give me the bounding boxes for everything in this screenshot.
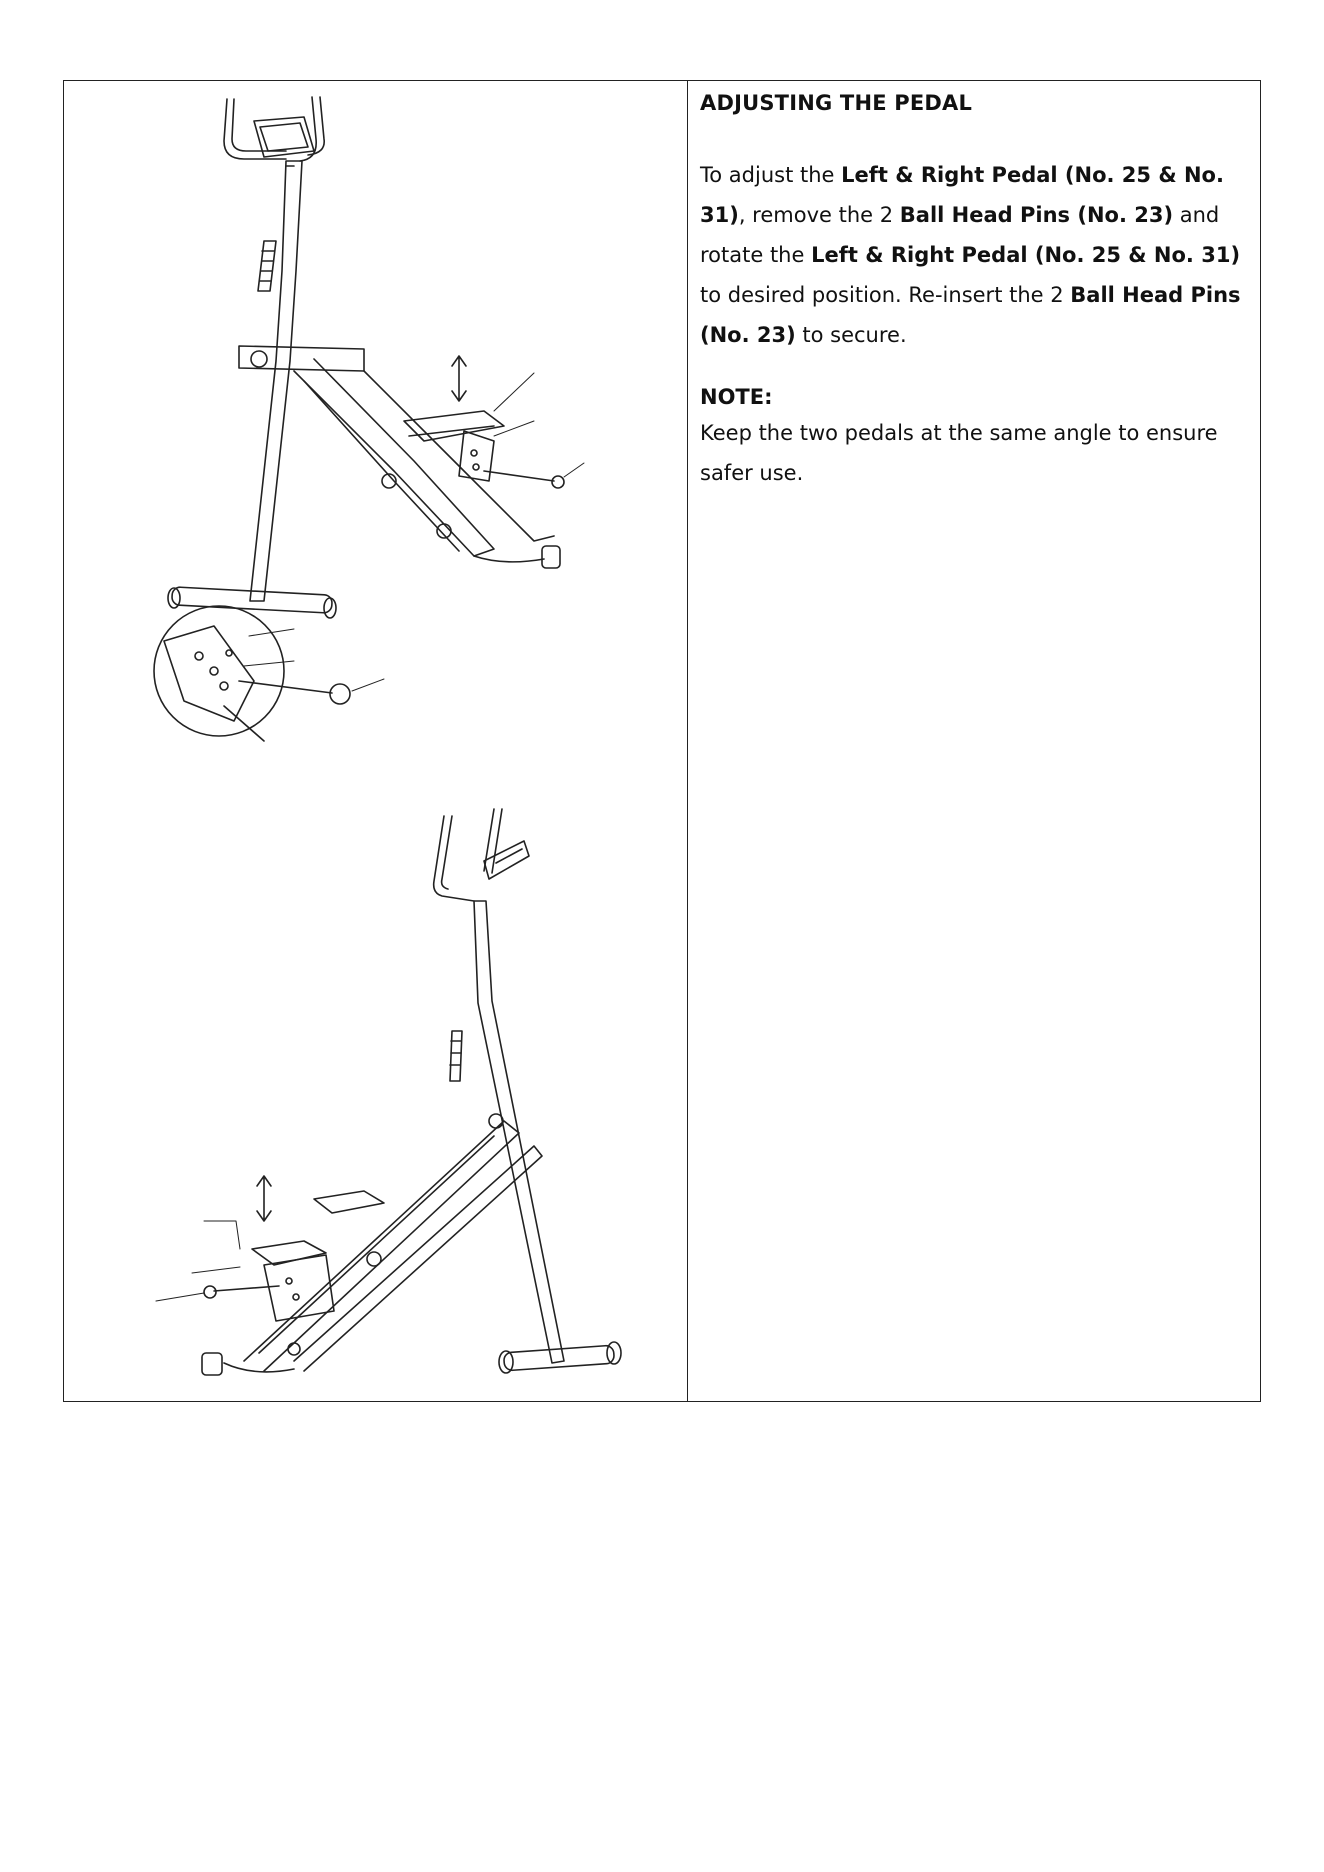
note-text: Keep the two pedals at the same angle to ensure safer use. [700, 421, 1218, 485]
paragraph-run: , remove the 2 [738, 203, 900, 227]
paragraph-run-bold: Left & Right Pedal (No. 25 & No. 31) [700, 163, 1224, 227]
paragraph-run: and rotate the [700, 203, 1220, 267]
paragraph-run: to secure. [795, 323, 907, 347]
machine-view-front [168, 97, 584, 618]
instruction-paragraph [700, 155, 1252, 355]
instruction-table [63, 80, 1261, 1402]
paragraph-run: to desired position. Re-insert the 2 [700, 283, 1071, 307]
pedal-pin-detail [154, 606, 384, 741]
instruction-text-cell [700, 81, 1252, 493]
paragraph-run-bold: Ball Head Pins (No. 23) [899, 203, 1174, 227]
section-heading: ADJUSTING THE PEDAL [700, 91, 973, 115]
note-heading: NOTE: [700, 385, 773, 409]
paragraph-run-bold: Left & Right Pedal (No. 25 & No. 31) [811, 243, 1241, 267]
assembly-figure-cell [64, 81, 687, 1401]
machine-view-side [156, 809, 621, 1375]
column-divider [687, 81, 688, 1401]
assembly-illustration [64, 81, 687, 1401]
paragraph-run-bold: Ball Head Pins (No. 23) [700, 283, 1241, 347]
paragraph-run: To adjust the [700, 163, 842, 187]
